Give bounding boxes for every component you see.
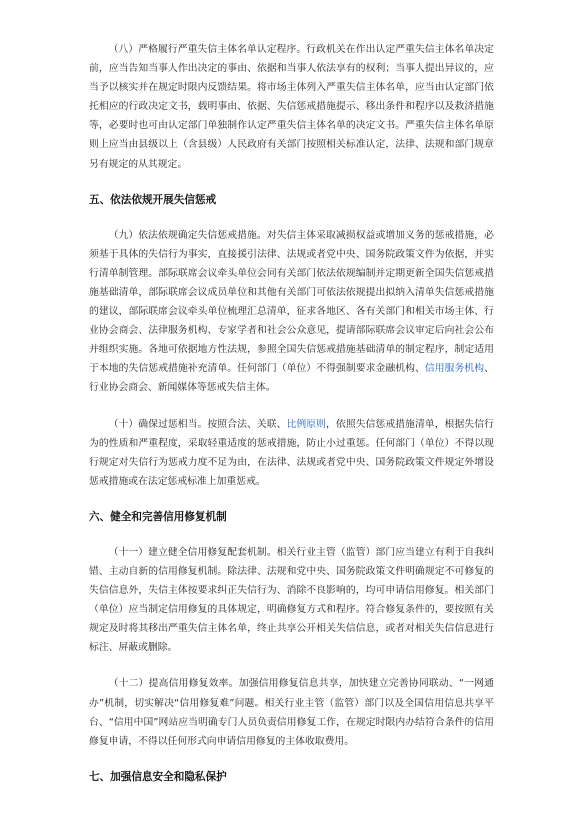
paragraph-9 [89, 226, 494, 398]
paragraph-12 [89, 674, 494, 750]
paragraph-11-text: （十一）建立健全信用修复配套机制。相关行业主管（监管）部门应当建立有利于自我纠错、主动自新的信用修复机制。除法律、法规和党中央、国务院政策文件明确规定不可修复的失信信息外，失信主体按要求纠正失信行为、消除不良影响的，均可申请信用修复。相关部门（单位）应当制定信用修复的具体规定，明确修复方式和程序。符合修复条件的，要按照有关规定及时将其移出严重失信主体名单，终止共享公开相关失信信息，或者对相关失信信息进行标注、屏蔽或删除。 [89, 546, 494, 654]
paragraph-8 [89, 40, 494, 174]
section-heading-6: 六、健全和完善信用修复机制 [89, 510, 227, 523]
paragraph-12-text: （十二）提高信用修复效率。加强信用修复信息共享，加快建立完善协同联动、“一网通办”机制，切实解决“信用修复难”问题。相关行业主管（监管）部门以及全国信用信息共享平台、“信用中国”网站应当明确专门人员负责信用修复工作，在规定时限内办结符合条件的信用修复申请，不得以任何形式向申请信用修复的主体收取费用。 [89, 678, 494, 747]
paragraph-9-text-2: 、行业协会商会、新闻媒体等惩戒失信主体。 [89, 363, 494, 394]
section-heading-7: 七、加强信息安全和隐私保护 [89, 770, 227, 783]
credit-service-agency-link[interactable]: 信用服务机构 [424, 363, 485, 375]
paragraph-10 [89, 415, 494, 491]
paragraph-10-text-1: （十）确保过惩相当。按照合法、关联、 [108, 418, 287, 430]
paragraph-10-text-2: ，依照失信惩戒措施清单，根据失信行为的性质和严重程度，采取轻重适度的惩戒措施，防止小过重惩。任何部门（单位）不得以现行规定对失信行为惩戒力度不足为由，在法律、法规或者党中央、国务院政策文件规定外增设惩戒措施或在法定惩戒标准上加重惩戒。 [89, 418, 494, 487]
document-page [89, 40, 494, 803]
proportionality-principle-link[interactable]: 比例原则 [286, 418, 327, 430]
paragraph-9-text-1: （九）依法依规确定失信惩戒措施。对失信主体采取减损权益或增加义务的惩戒措施，必须基于具体的失信行为事实，直接援引法律、法规或者党中央、国务院政策文件为依据，并实行清单制管理。部际联席会议牵头单位会同有关部门依法依规编制并定期更新全国失信惩戒措施基础清单，部际联席会议成员单位和其他有关部门可依法依规提出拟纳入清单失信惩戒措施的建议，部际联席会议牵头单位梳理汇总清单，征求各地区、各有关部门和相关市场主体、行业协会商会、法律服务机构、专家学者和社会公众意见，提请部际联席会议审定后向社会公布并组织实施。各地可依据地方性法规，参照全国失信惩戒措施基础清单的制定程序，制定适用于本地的失信惩戒措施补充清单。任何部门（单位）不得强制要求金融机构、 [89, 229, 494, 375]
section-heading-5: 五、依法依规开展失信惩戒 [89, 193, 217, 206]
paragraph-11 [89, 543, 494, 658]
paragraph-8-text: （八）严格履行严重失信主体名单认定程序。行政机关在作出认定严重失信主体名单决定前，应当告知当事人作出决定的事由、依据和当事人依法享有的权利；当事人提出异议的，应当予以核实并在规定时限内反馈结果。将市场主体列入严重失信主体名单，应当由认定部门依托相应的行政决定文书，载明事由、依据、失信惩戒措施提示、移出条件和程序以及救济措施等，必要时也可由认定部门单独制作认定严重失信主体名单的决定文书。严重失信主体名单原则上应当由县级以上（含县级）人民政府有关部门按照相关标准认定，法律、法规和部门规章另有规定的从其规定。 [89, 44, 494, 170]
